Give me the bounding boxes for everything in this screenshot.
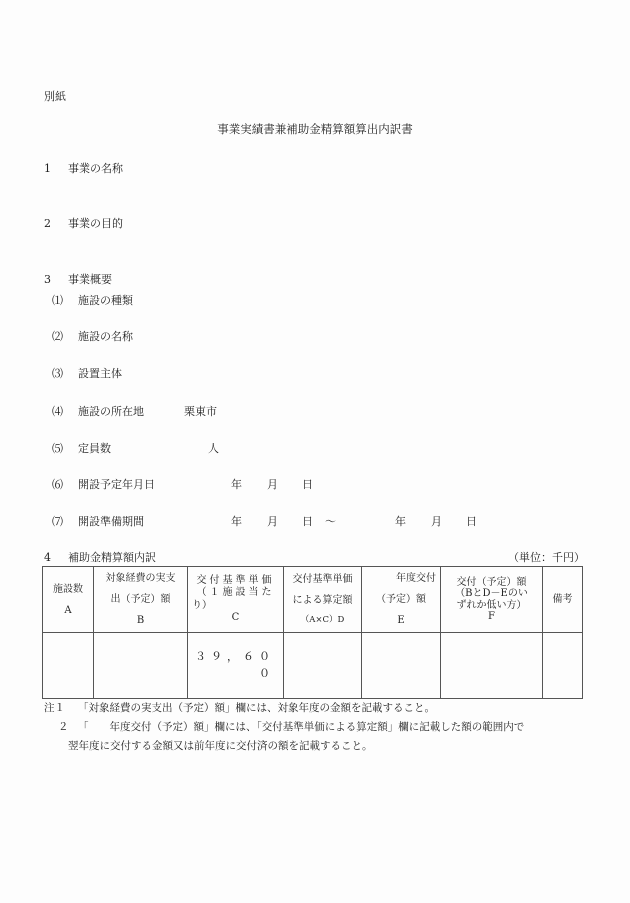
- table-row: [43, 633, 583, 699]
- day-label: 日: [466, 515, 477, 528]
- header-remarks: 備考: [543, 567, 583, 633]
- overview-item-opening-date: ⑹ 開設予定年月日: [52, 478, 155, 491]
- cell-remarks[interactable]: [543, 633, 583, 699]
- header-calculated-amount: 交付基準単価 による算定額 （A×C）D: [284, 567, 362, 633]
- subsidy-breakdown-table: [42, 566, 583, 699]
- cell-b[interactable]: [94, 633, 188, 699]
- month-label: 月: [267, 478, 278, 491]
- day-label: 日: [302, 478, 313, 491]
- table-header-row: [43, 567, 583, 633]
- section-2: 2 事業の目的: [44, 217, 123, 230]
- cell-e[interactable]: [362, 633, 441, 699]
- cell-c[interactable]: ３９，６００: [188, 633, 284, 699]
- year-label: 年: [395, 515, 406, 528]
- note-1: 注１ 「対象経費の実支出（予定）額」欄には、対象年度の金額を記載すること。: [44, 702, 435, 714]
- overview-item-type: ⑴ 施設の種類: [52, 294, 133, 307]
- header-grant-amount: 交付（予定）額 （BとD－Eのい ずれか低い方） F: [441, 567, 543, 633]
- document-title: 事業実績書兼補助金精算額算出内訳書: [217, 122, 413, 136]
- cell-f[interactable]: [441, 633, 543, 699]
- header-annual-grant: 年度交付 （予定）額 E: [362, 567, 441, 633]
- day-label: 日: [302, 515, 313, 528]
- overview-item-location: ⑷ 施設の所在地: [52, 405, 144, 418]
- month-label: 月: [267, 515, 278, 528]
- overview-item-operator: ⑶ 設置主体: [52, 367, 122, 380]
- section-3: 3 事業概要: [44, 273, 112, 286]
- year-label: 年: [231, 478, 242, 491]
- year-label: 年: [231, 515, 242, 528]
- section-4: 4 補助金精算額内訳: [44, 551, 156, 564]
- overview-item-capacity: ⑸ 定員数: [52, 442, 111, 455]
- capacity-unit: 人: [208, 442, 219, 455]
- note-2: ２ 「 年度交付（予定）額」欄には、「交付基準単価による算定額」欄に記載した額の範囲内で: [58, 721, 525, 733]
- header-unit-price: 交付基準単価 （１施設当た り） C: [188, 567, 284, 633]
- header-actual-expense: 対象経費の実支 出（予定）額 B: [94, 567, 188, 633]
- tilde: ～: [325, 515, 336, 528]
- note-2-continued: 翌年度に交付する金額又は前年度に交付済の額を記載すること。: [68, 740, 373, 752]
- cell-d[interactable]: [284, 633, 362, 699]
- overview-item-name: ⑵ 施設の名称: [52, 330, 133, 343]
- month-label: 月: [431, 515, 442, 528]
- cell-a[interactable]: [43, 633, 94, 699]
- overview-item-prep-period: ⑺ 開設準備期間: [52, 515, 144, 528]
- unit-label: （単位：千円）: [508, 551, 585, 564]
- location-value: 栗東市: [184, 405, 217, 418]
- section-1: 1 事業の名称: [44, 162, 123, 175]
- header-facility-count: 施設数 A: [43, 567, 94, 633]
- attachment-label: 別紙: [44, 90, 66, 103]
